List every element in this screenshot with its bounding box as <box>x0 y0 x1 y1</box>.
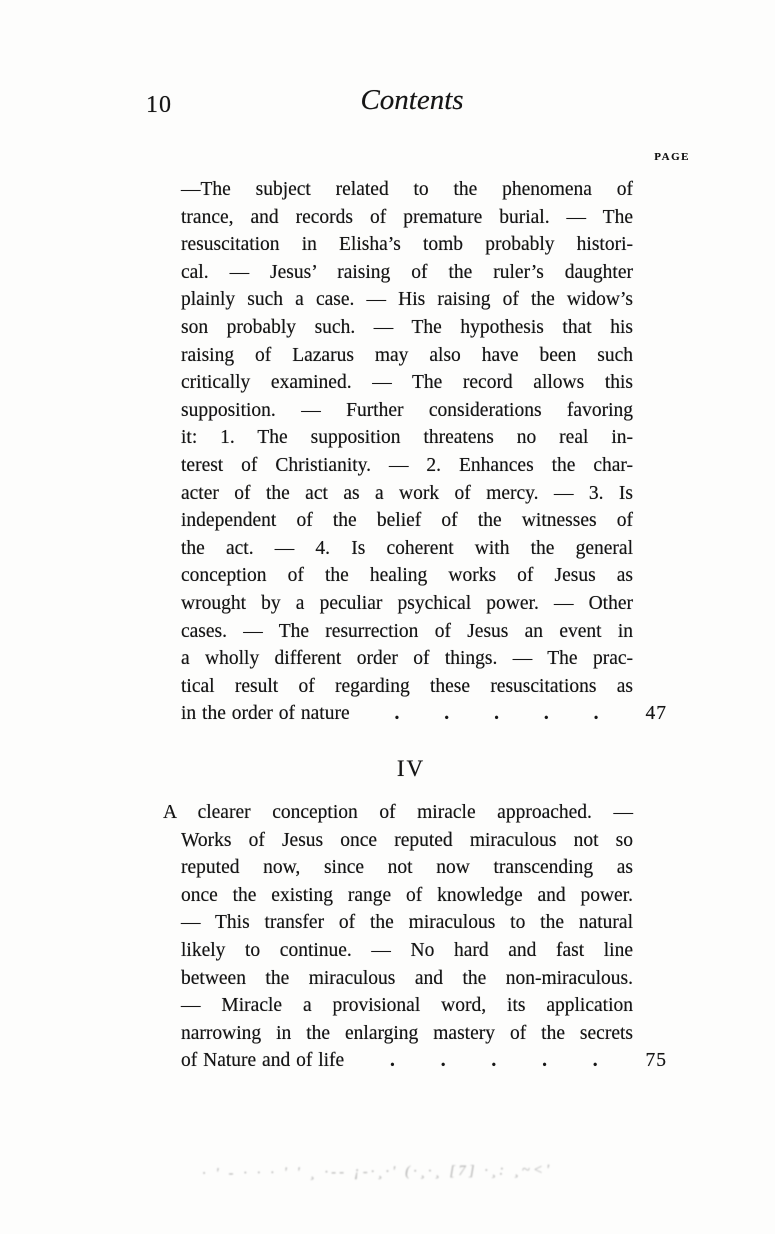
toc-line: it: 1. The supposition threatens no real in- <box>181 427 633 449</box>
toc-line: reputed now, since not now transcending as <box>181 857 633 879</box>
page-column-label: PAGE <box>654 151 690 163</box>
leader-dot: . <box>593 703 599 725</box>
toc-line: —The subject related to the phenomena of <box>181 179 633 200</box>
toc-line: resuscitation in Elisha’s tomb probably histori- <box>181 234 633 256</box>
toc-line: critically examined. — The record allows this <box>181 372 633 394</box>
toc-line: tical result of regarding these resuscitations as <box>181 675 633 697</box>
leader-dot: . <box>543 703 549 725</box>
toc-line: raising of Lazarus may also have been such <box>181 344 633 366</box>
toc-line: son probably such. — The hypothesis that his <box>181 316 633 338</box>
toc-line: independent of the belief of the witnesses of <box>181 510 633 532</box>
toc-line: trance, and records of premature burial. — The <box>181 206 633 228</box>
toc-line: supposition. — Further considerations favoring <box>181 399 633 421</box>
section-heading: IV <box>396 756 426 781</box>
toc-line: narrowing in the enlarging mastery of the secrets <box>181 1022 633 1044</box>
leader-dot: . <box>444 703 450 725</box>
toc-last-line-text: in the order of nature <box>181 703 350 725</box>
folio-page-number: 10 <box>146 92 172 118</box>
leader-dot: . <box>494 703 499 725</box>
toc-page-number: 75 <box>645 1050 667 1072</box>
toc-last-line-text: of Nature and of life <box>181 1050 345 1072</box>
leader-dot: . <box>592 1050 598 1072</box>
leader-dot: . <box>542 1050 547 1072</box>
leader-dot: . <box>491 1050 497 1072</box>
toc-entry-last-line <box>181 1047 667 1075</box>
toc-line: acter of the act as a work of mercy. — 3. Is <box>181 482 633 504</box>
leader-dot: . <box>440 1050 446 1072</box>
toc-line: A clearer conception of miracle approached. — <box>163 802 633 823</box>
toc-line: — Miracle a provisional word, its application <box>181 995 633 1017</box>
leader-dot: . <box>394 703 400 725</box>
scan-bleedthrough-artifact: · ' ‐ · · · ' ' ¸ ·‐‐ ¡‐·¸·' (·¸·¸ [7] ·¸: ¸~<' <box>201 1162 553 1182</box>
toc-line: cal. — Jesus’ raising of the ruler’s daughter <box>181 261 633 283</box>
toc-line: between the miraculous and the non-miraculous. <box>181 967 633 989</box>
leader-dots <box>350 700 644 728</box>
leader-dots <box>344 1047 643 1075</box>
toc-line: the act. — 4. Is coherent with the general <box>181 537 633 559</box>
toc-line: — This transfer of the miraculous to the natural <box>181 912 633 934</box>
leader-dot: . <box>390 1050 395 1072</box>
toc-entry-body <box>163 799 633 1047</box>
toc-entry-body <box>181 176 633 700</box>
toc-entry-last-line <box>181 700 667 728</box>
toc-page-number: 47 <box>645 703 667 725</box>
toc-line: Works of Jesus once reputed miraculous not so <box>181 829 633 851</box>
toc-entry <box>181 176 667 728</box>
toc-line: conception of the healing works of Jesus as <box>181 565 633 587</box>
page-title: Contents <box>360 84 464 116</box>
toc-line: terest of Christianity. — 2. Enhances the char- <box>181 454 633 476</box>
toc-line: cases. — The resurrection of Jesus an event in <box>181 620 633 642</box>
toc-entry <box>163 799 667 1075</box>
toc-line: once the existing range of knowledge and power. <box>181 884 633 906</box>
toc-line: wrought by a peculiar psychical power. — Other <box>181 592 633 614</box>
toc-line: likely to continue. — No hard and fast line <box>181 939 633 961</box>
toc-line: a wholly different order of things. — The prac- <box>181 648 633 670</box>
toc-line: plainly such a case. — His raising of the widow’s <box>181 289 633 311</box>
